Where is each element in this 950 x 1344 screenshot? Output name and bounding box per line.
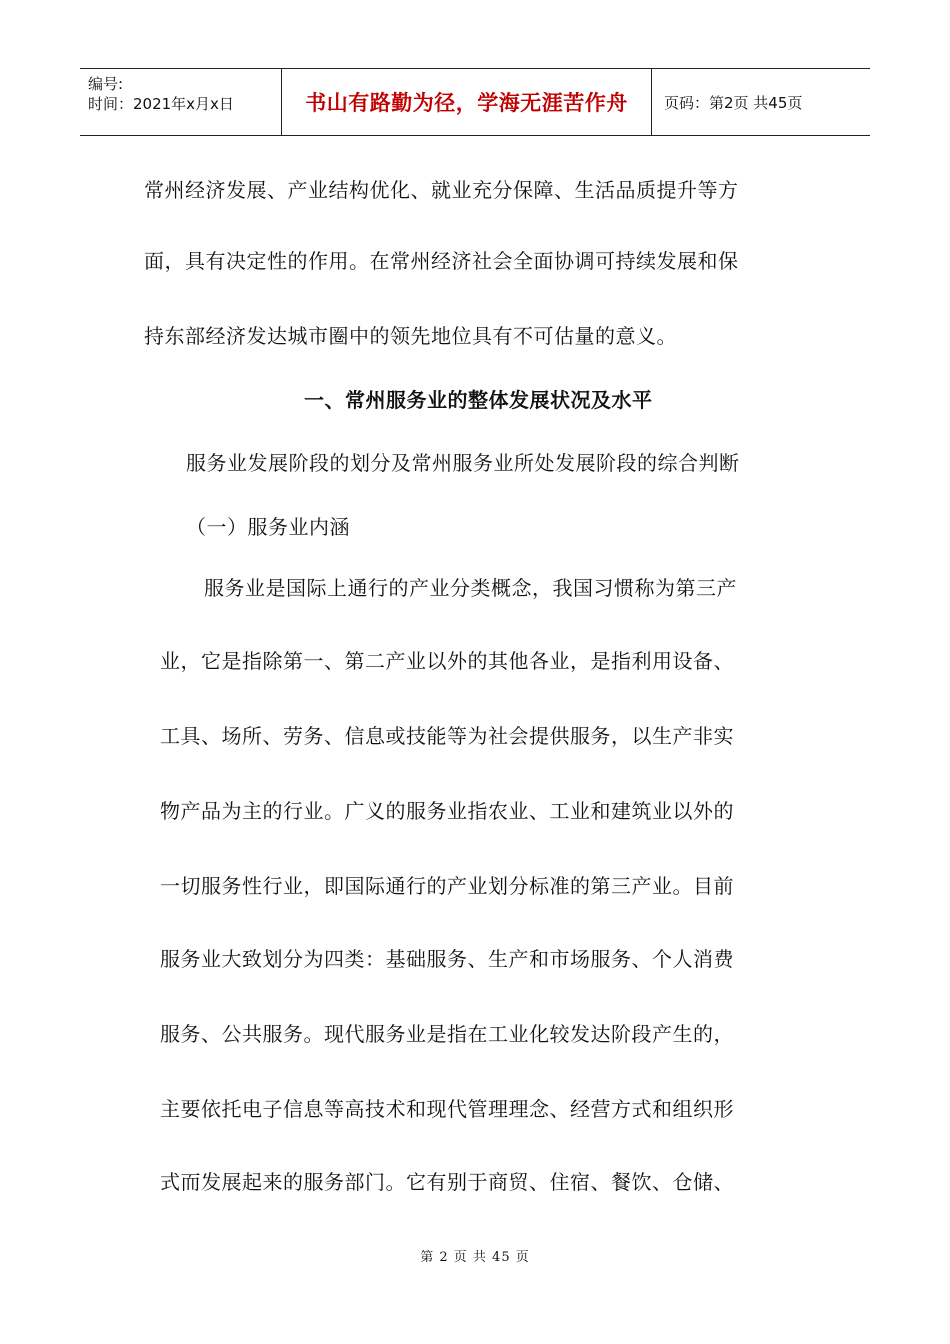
paragraph-line: 服务、公共服务。现代服务业是指在工业化较发达阶段产生的， [160, 1022, 734, 1046]
document-number-label: 编号: [88, 75, 124, 93]
header-page-cell [652, 69, 870, 135]
header-meta-cell [80, 69, 282, 135]
paragraph-line: 面，具有决定性的作用。在常州经济社会全面协调可持续发展和保 [144, 249, 739, 273]
page-header [80, 68, 870, 136]
section-subtitle: 服务业发展阶段的划分及常州服务业所处发展阶段的综合判断 [186, 451, 740, 475]
paragraph-line: 主要依托电子信息等高技术和现代管理理念、经营方式和组织形 [160, 1097, 734, 1121]
paragraph-line: 常州经济发展、产业结构优化、就业充分保障、生活品质提升等方 [144, 178, 739, 202]
paragraph-line: 物产品为主的行业。广义的服务业指农业、工业和建筑业以外的 [160, 799, 734, 823]
paragraph-line: 服务业是国际上通行的产业分类概念，我国习惯称为第三产 [204, 576, 737, 600]
header-motto-cell [282, 69, 652, 135]
paragraph-line: 工具、场所、劳务、信息或技能等为社会提供服务，以生产非实 [160, 724, 734, 748]
document-time-label: 时间：2021年x月x日 [88, 95, 234, 113]
section-heading: 一、常州服务业的整体发展状况及水平 [304, 388, 653, 412]
subsection-heading: （一）服务业内涵 [186, 515, 350, 539]
paragraph-line: 持东部经济发达城市圈中的领先地位具有不可估量的意义。 [144, 324, 677, 348]
header-page-info: 页码：第2页 共45页 [664, 93, 803, 112]
paragraph-line: 式而发展起来的服务部门。它有别于商贸、住宿、餐饮、仓储、 [160, 1170, 734, 1194]
paragraph-line: 业，它是指除第一、第二产业以外的其他各业，是指利用设备、 [160, 649, 734, 673]
paragraph-line: 服务业大致划分为四类：基础服务、生产和市场服务、个人消费 [160, 947, 734, 971]
paragraph-line: 一切服务性行业，即国际通行的产业划分标准的第三产业。目前 [160, 874, 734, 898]
header-motto: 书山有路勤为径，学海无涯苦作舟 [305, 91, 628, 115]
page-footer: 第 2 页 共 45 页 [420, 1250, 530, 1265]
